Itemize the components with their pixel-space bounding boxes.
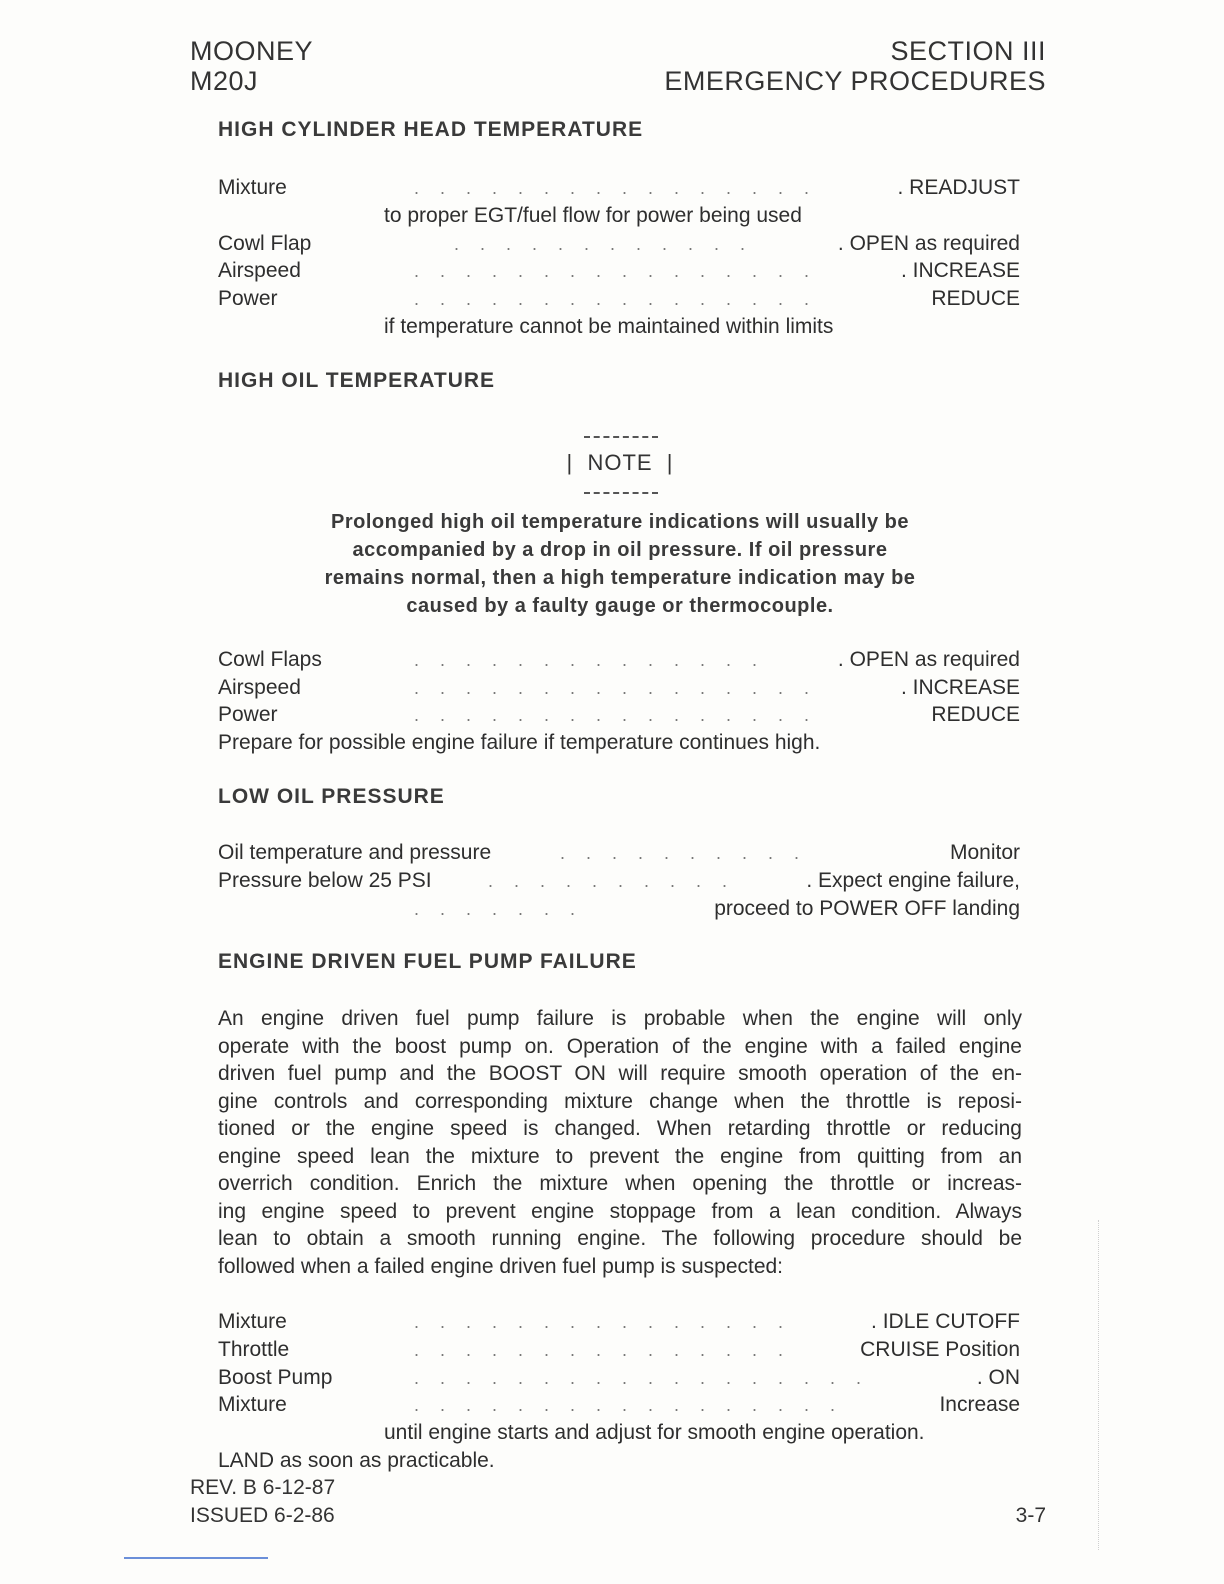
section-number: SECTION III (890, 36, 1046, 66)
checklist-value: . INCREASE (900, 259, 1020, 282)
leader-dots: ....... (414, 899, 597, 919)
checklist-label: Cowl Flaps (218, 648, 322, 671)
issue-date: ISSUED 6-2-86 (190, 1504, 335, 1527)
note-line: caused by a faulty gauge or thermocouple. (406, 595, 834, 617)
checklist-row (218, 702, 1020, 728)
checklist-value: . OPEN as required (837, 648, 1020, 671)
note-text (250, 508, 990, 620)
paragraph-line: ing engine speed to prevent engine stoppage from a lean condition. Always (218, 1199, 1022, 1223)
checklist-value: REDUCE (931, 703, 1020, 726)
aircraft-model: M20J (190, 66, 259, 96)
note-line: remains normal, then a high temperature indication may be (324, 567, 916, 589)
manufacturer-name: MOONEY (190, 36, 314, 66)
leader-dots: ............... (414, 1340, 805, 1360)
scan-edge-rule (124, 1557, 268, 1559)
leader-dots: ................ (414, 705, 831, 725)
checklist-row (218, 286, 1020, 312)
checklist-row (218, 1337, 1020, 1363)
checklist-row (218, 175, 1020, 201)
paragraph-line: engine speed lean the mixture to prevent the engine from quitting from an (218, 1144, 1022, 1168)
leader-dots: ................ (414, 289, 831, 309)
paragraph-line: driven fuel pump and the BOOST ON will require smooth operation of the en- (218, 1062, 1022, 1085)
checklist-value: Increase (939, 1393, 1020, 1416)
checklist-value: . INCREASE (900, 676, 1020, 699)
checklist-label: Oil temperature and pressure (218, 841, 492, 864)
paragraph-line: An engine driven fuel pump failure is probable when the engine will only (218, 1007, 1022, 1030)
page-number: 3-7 (1015, 1504, 1046, 1527)
fuel-pump-paragraph (218, 1005, 1022, 1280)
paragraph-line: overrich condition. Enrich the mixture when opening the throttle or increas- (218, 1172, 1022, 1195)
checklist-value: REDUCE (931, 287, 1020, 310)
leader-dots: ................ (414, 178, 831, 198)
heading-fuel-pump-failure: ENGINE DRIVEN FUEL PUMP FAILURE (218, 950, 637, 973)
checklist-row (218, 840, 1020, 866)
checklist-row (218, 1309, 1020, 1335)
checklist-label: Mixture (218, 1393, 287, 1416)
checklist-row (218, 896, 1020, 922)
checklist-row (218, 868, 1020, 894)
checklist-row (218, 231, 1020, 257)
header-left (190, 36, 313, 96)
checklist-row (218, 1392, 1020, 1418)
checklist-label: Airspeed (218, 259, 301, 282)
leader-dots: .................. (414, 1368, 883, 1388)
checklist-value: . READJUST (897, 176, 1020, 199)
checklist-row (218, 647, 1020, 673)
leader-dots: ................ (414, 261, 831, 281)
checklist-label: Boost Pump (218, 1366, 333, 1389)
mixture-increase-note: until engine starts and adjust for smooth engine operation. (384, 1421, 925, 1444)
mixture-note: to proper EGT/fuel flow for power being used (384, 204, 802, 227)
section-title: EMERGENCY PROCEDURES (664, 66, 1046, 96)
note-line: Prolonged high oil temperature indications will usually be (331, 511, 909, 533)
heading-high-cht: HIGH CYLINDER HEAD TEMPERATURE (218, 118, 644, 141)
note-rule-bottom (584, 492, 658, 494)
checklist-label: Power (218, 287, 278, 310)
scan-edge-mark (1098, 1220, 1100, 1550)
leader-dots: ................ (414, 678, 831, 698)
note-callout (560, 430, 680, 498)
checklist-label: Power (218, 703, 278, 726)
note-label: | NOTE | (566, 450, 674, 475)
checklist-value: CRUISE Position (860, 1338, 1020, 1361)
checklist-label: Cowl Flap (218, 232, 312, 255)
paragraph-line: gine controls and corresponding mixture change when the throttle is reposi- (218, 1089, 1022, 1113)
note-rule-top (584, 436, 658, 438)
power-note: if temperature cannot be maintained within limits (384, 315, 834, 338)
leader-dots: ................. (414, 1395, 857, 1415)
checklist-continuation: proceed to POWER OFF landing (714, 897, 1020, 920)
footer-revision (190, 1474, 335, 1530)
checklist-value: . OPEN as required (837, 232, 1020, 255)
checklist-value: . Expect engine failure, (806, 869, 1020, 892)
checklist-label: Airspeed (218, 676, 301, 699)
checklist-value: Monitor (949, 841, 1020, 864)
revision-date: REV. B 6-12-87 (190, 1476, 336, 1499)
checklist-label: Mixture (218, 1310, 287, 1333)
header-right (664, 36, 1046, 96)
checklist-row (218, 258, 1020, 284)
heading-high-oil-temp: HIGH OIL TEMPERATURE (218, 369, 496, 392)
note-line: accompanied by a drop in oil pressure. If oil pressure (352, 539, 888, 561)
leader-dots: .......... (488, 871, 749, 891)
checklist-label: Throttle (218, 1338, 290, 1361)
checklist-label: Mixture (218, 176, 287, 199)
paragraph-line: operate with the boost pump on. Operation of the engine with a failed engine (218, 1034, 1022, 1058)
checklist-value: . ON (976, 1366, 1020, 1389)
checklist-value: . IDLE CUTOFF (871, 1310, 1020, 1333)
checklist-label: Pressure below 25 PSI (218, 869, 432, 892)
fuel-pump-closing: LAND as soon as practicable. (218, 1449, 495, 1472)
checklist-row (218, 675, 1020, 701)
leader-dots: .......... (560, 843, 821, 863)
leader-dots: ............... (414, 1312, 805, 1332)
leader-dots: .............. (414, 650, 779, 670)
heading-low-oil-pressure: LOW OIL PRESSURE (218, 785, 445, 808)
checklist-row (218, 1365, 1020, 1391)
paragraph-line: followed when a failed engine driven fuel pump is suspected: (218, 1254, 784, 1278)
paragraph-line: lean to obtain a smooth running engine. The following procedure should be (218, 1227, 1022, 1250)
oil-temp-closing: Prepare for possible engine failure if temperature continues high. (218, 731, 821, 754)
leader-dots: ............ (454, 234, 767, 254)
paragraph-line: tioned or the engine speed is changed. When retarding throttle or reducing (218, 1117, 1022, 1140)
